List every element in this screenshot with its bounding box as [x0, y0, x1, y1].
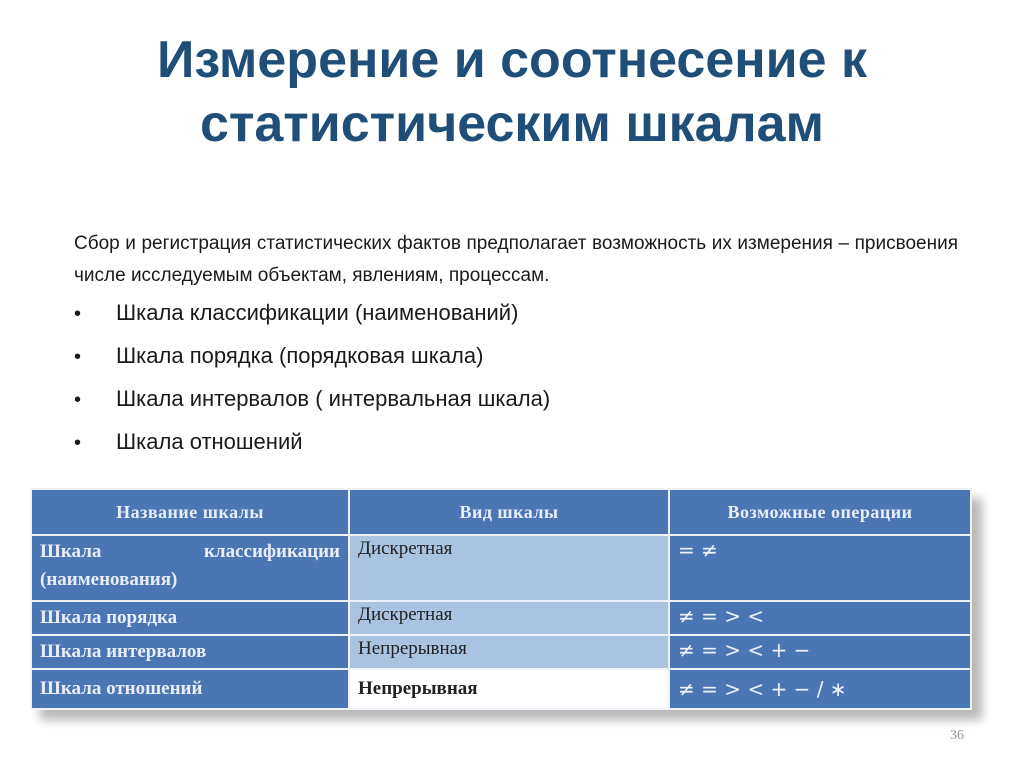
cell-scale-type: Дискретная: [349, 535, 669, 601]
list-item-text: Шкала отношений: [116, 429, 303, 454]
slide-title-line-2: статистическим шкалам: [199, 95, 825, 153]
list-item-text: Шкала интервалов ( интервальная шкала): [116, 386, 551, 411]
table-row: [31, 535, 971, 601]
cell-scale-type: Непрерывная: [349, 669, 669, 709]
scales-table-container: [30, 488, 972, 710]
intro-paragraph: Сбор и регистрация статистических фактов предполагает возможность их измерения – присвоения числе исследуемым объектам, явлениям, процессам.: [74, 233, 958, 286]
slide-title: [60, 28, 964, 156]
scale-list: [74, 292, 954, 464]
cell-scale-name: Шкала отношений: [31, 669, 349, 709]
slide-title-line-1: Измерение и соотнесение к: [156, 31, 868, 89]
cell-operations: ≠ = > < + −: [669, 635, 971, 669]
bullet-icon: •: [74, 346, 82, 368]
list-item: [74, 378, 954, 421]
cell-scale-type: Дискретная: [349, 601, 669, 635]
page-number: 36: [950, 728, 964, 743]
table-header-row: [31, 489, 971, 535]
cell-scale-name: [31, 535, 349, 601]
cell-scale-type: Непрерывная: [349, 635, 669, 669]
cell-operations: ≠ = > <: [669, 601, 971, 635]
table-row: [31, 669, 971, 709]
bullet-icon: •: [74, 432, 82, 454]
cell-scale-name: Шкала порядка: [31, 601, 349, 635]
cell-operations: = ≠: [669, 535, 971, 601]
cell-scale-name-line-2: (наименования): [40, 569, 178, 590]
cell-scale-name-line-1: Шкала классификации: [40, 541, 340, 562]
table-row: [31, 635, 971, 669]
cell-scale-name: Шкала интервалов: [31, 635, 349, 669]
scales-table: [30, 488, 972, 710]
header-scale-name: Название шкалы: [31, 489, 349, 535]
header-scale-type: Вид шкалы: [349, 489, 669, 535]
header-operations: Возможные операции: [669, 489, 971, 535]
bullet-icon: •: [74, 303, 82, 325]
bullet-icon: •: [74, 389, 82, 411]
table-row: [31, 601, 971, 635]
cell-operations: ≠ = > < + − / ∗: [669, 669, 971, 709]
list-item: [74, 292, 954, 335]
list-item: [74, 421, 954, 464]
list-item: [74, 335, 954, 378]
list-item-text: Шкала порядка (порядковая шкала): [116, 343, 484, 368]
list-item-text: Шкала классификации (наименований): [116, 300, 519, 325]
